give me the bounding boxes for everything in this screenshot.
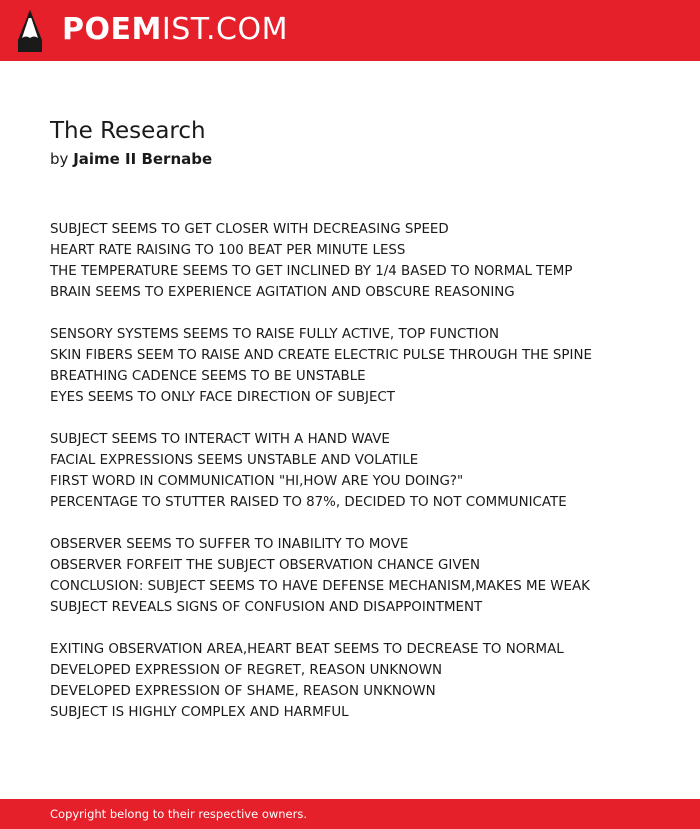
poem-line: SUBJECT IS HIGHLY COMPLEX AND HARMFUL <box>50 705 349 720</box>
poem-line: BREATHING CADENCE SEEMS TO BE UNSTABLE <box>50 369 366 384</box>
stanza <box>50 429 680 513</box>
poem-line: OBSERVER SEEMS TO SUFFER TO INABILITY TO MOVE <box>50 537 409 552</box>
poem-line: FIRST WORD IN COMMUNICATION "HI,HOW ARE YOU DOING?" <box>50 474 464 489</box>
poem-line: HEART RATE RAISING TO 100 BEAT PER MINUTE LESS <box>50 243 406 258</box>
logo-light-text: IST.COM <box>161 12 288 47</box>
poem-line: DEVELOPED EXPRESSION OF SHAME, REASON UNKNOWN <box>50 684 436 699</box>
poem-line: SENSORY SYSTEMS SEEMS TO RAISE FULLY ACTIVE, TOP FUNCTION <box>50 327 500 342</box>
poem-line: SUBJECT SEEMS TO INTERACT WITH A HAND WAVE <box>50 432 390 447</box>
copyright-notice: Copyright belong to their respective owners. <box>50 807 308 821</box>
byline-prefix: by <box>50 150 69 168</box>
poem-line: FACIAL EXPRESSIONS SEEMS UNSTABLE AND VOLATILE <box>50 453 419 468</box>
poem-line: SKIN FIBERS SEEM TO RAISE AND CREATE ELECTRIC PULSE THROUGH THE SPINE <box>50 348 592 363</box>
poem-line: SUBJECT SEEMS TO GET CLOSER WITH DECREASING SPEED <box>50 222 449 237</box>
poem-line: THE TEMPERATURE SEEMS TO GET INCLINED BY 1/4 BASED TO NORMAL TEMP <box>50 264 573 279</box>
poem-title: The Research <box>50 118 206 144</box>
poem-line: SUBJECT REVEALS SIGNS OF CONFUSION AND DISAPPOINTMENT <box>50 600 483 615</box>
poem-line: BRAIN SEEMS TO EXPERIENCE AGITATION AND OBSCURE REASONING <box>50 285 515 300</box>
byline <box>50 149 212 169</box>
poem-body <box>50 219 680 744</box>
site-footer <box>0 799 700 829</box>
poem-line: DEVELOPED EXPRESSION OF REGRET, REASON UNKNOWN <box>50 663 443 678</box>
pencil-tip-icon <box>18 10 42 52</box>
poem-line: CONCLUSION: SUBJECT SEEMS TO HAVE DEFENSE MECHANISM,MAKES ME WEAK <box>50 579 590 594</box>
author-name: Jaime II Bernabe <box>73 150 213 168</box>
stanza <box>50 324 680 408</box>
site-header <box>0 0 700 61</box>
poem-line: EXITING OBSERVATION AREA,HEART BEAT SEEMS TO DECREASE TO NORMAL <box>50 642 564 657</box>
poem-line: PERCENTAGE TO STUTTER RAISED TO 87%, DECIDED TO NOT COMMUNICATE <box>50 495 567 510</box>
stanza <box>50 534 680 618</box>
site-logo[interactable] <box>62 12 288 48</box>
stanza <box>50 639 680 723</box>
stanza <box>50 219 680 303</box>
poem-line: OBSERVER FORFEIT THE SUBJECT OBSERVATION CHANCE GIVEN <box>50 558 480 573</box>
logo-bold-text: POEM <box>62 12 162 47</box>
poem-line: EYES SEEMS TO ONLY FACE DIRECTION OF SUBJECT <box>50 390 395 405</box>
